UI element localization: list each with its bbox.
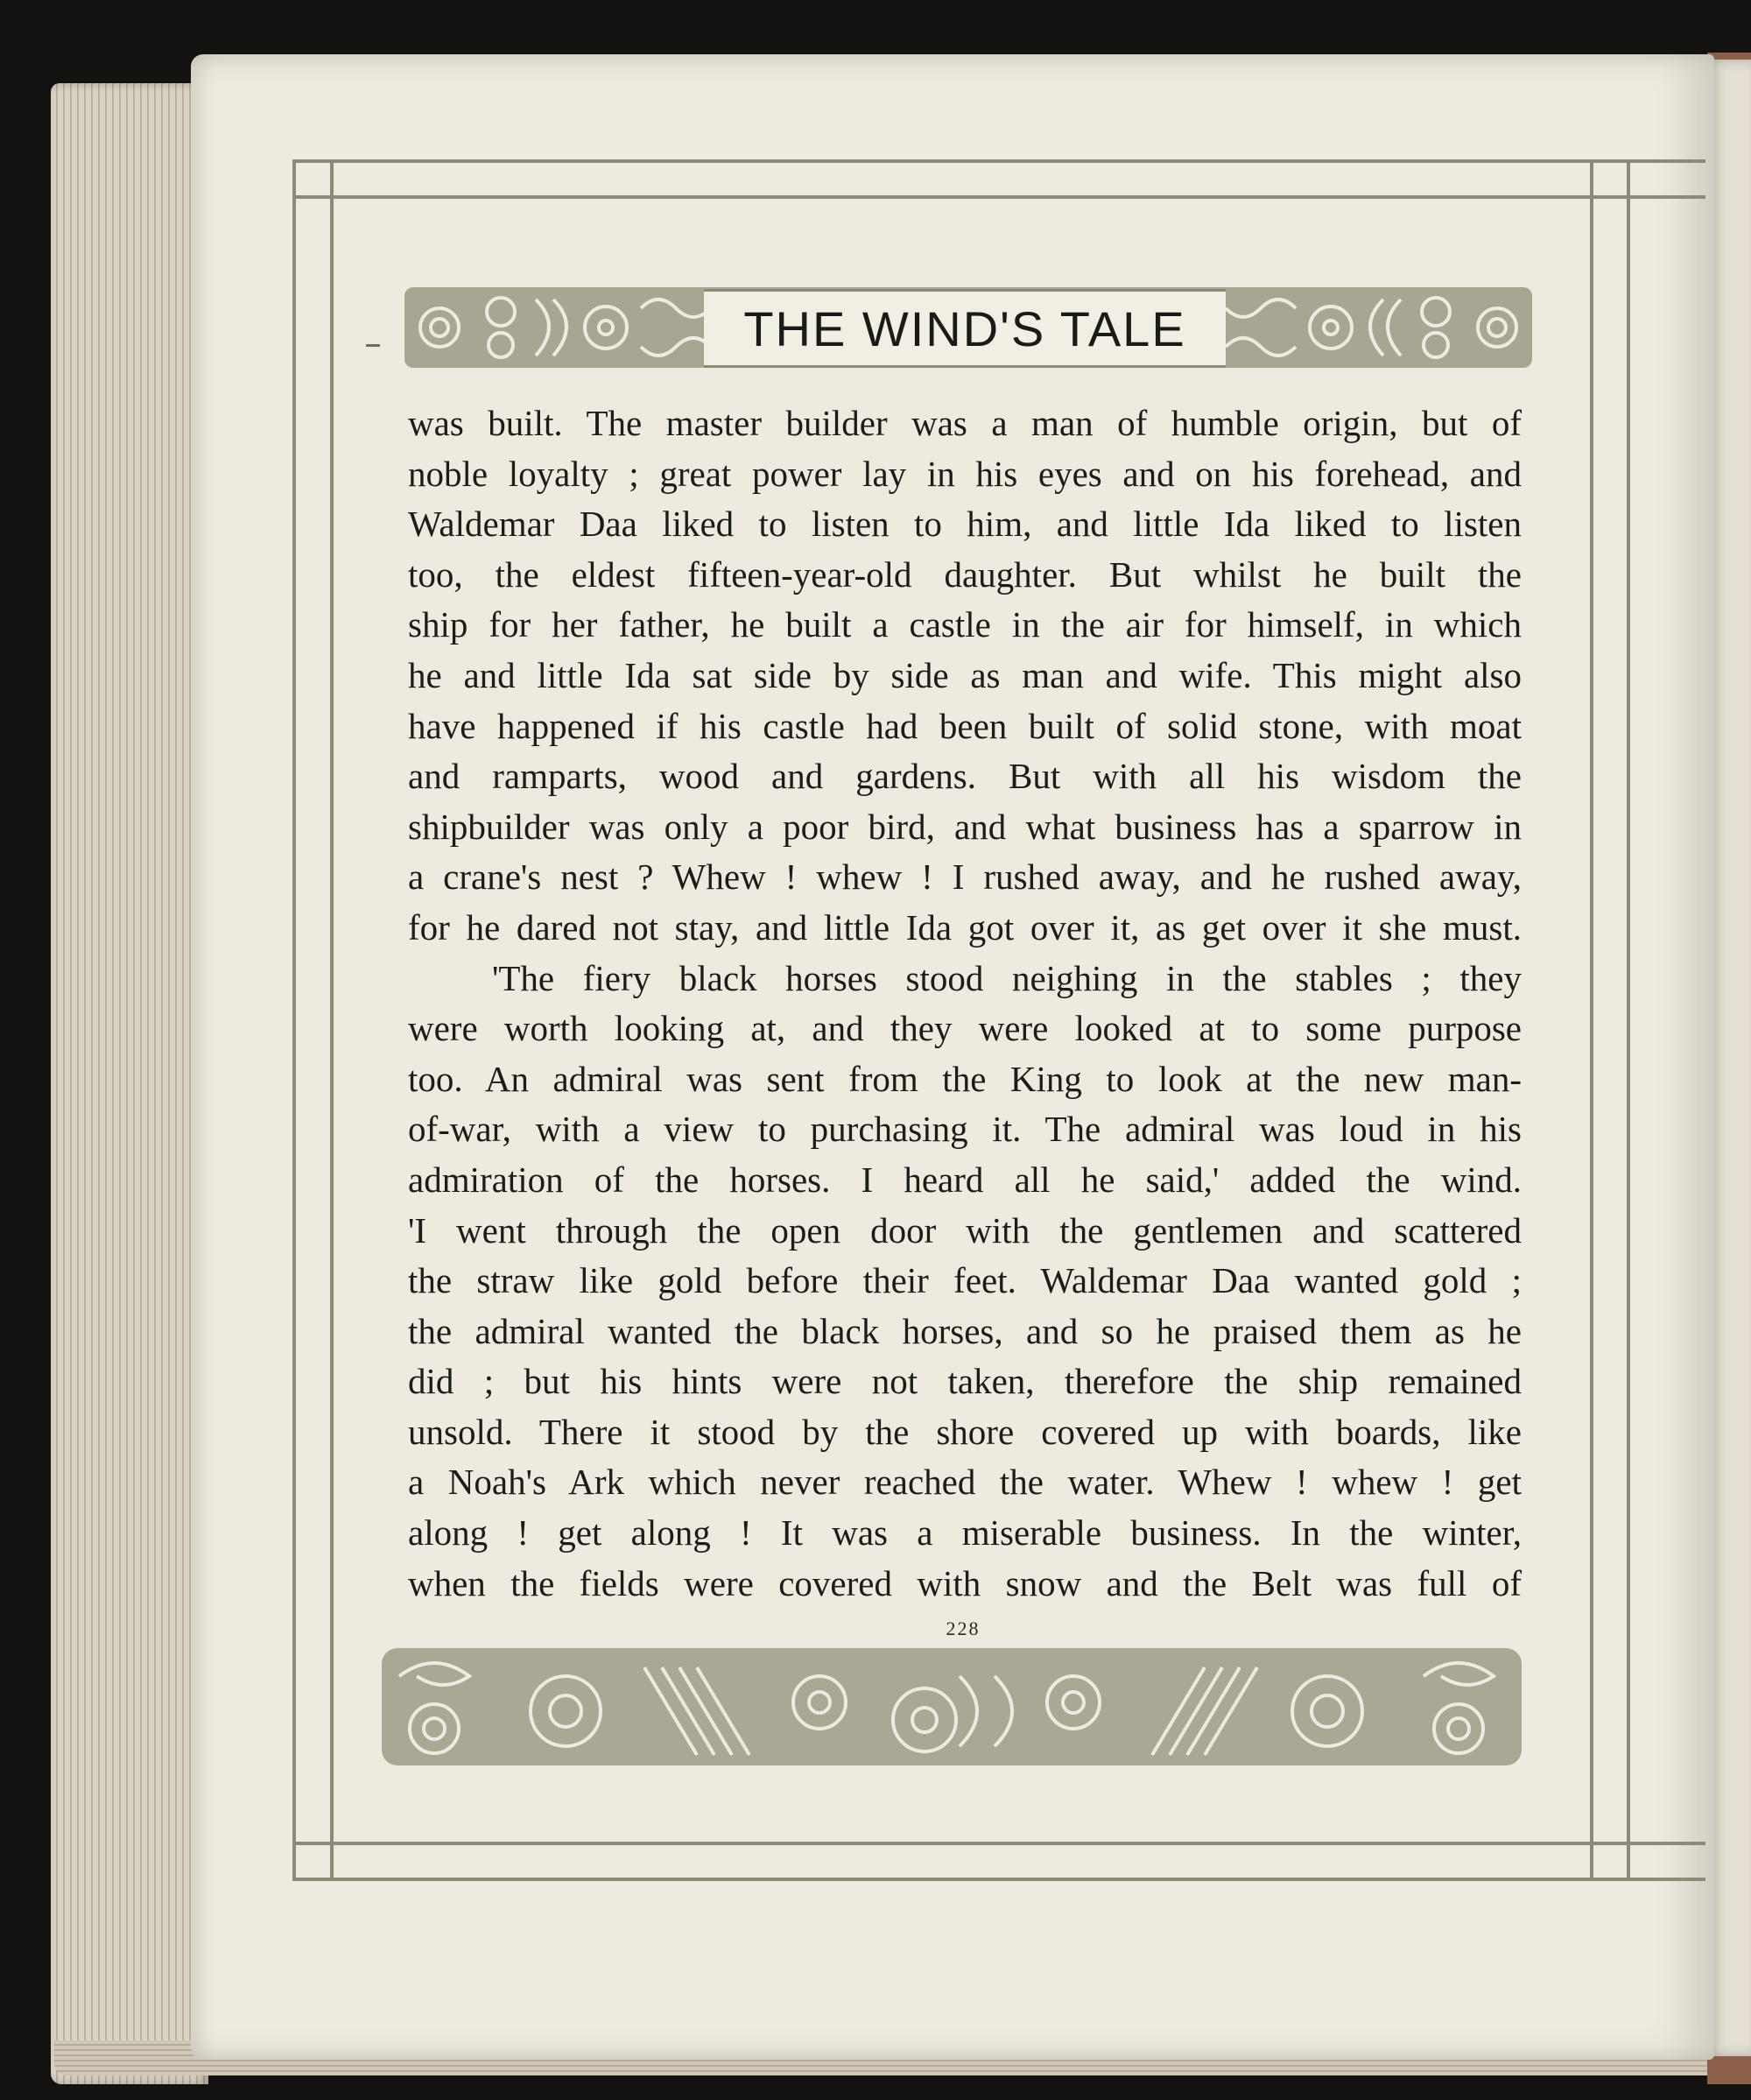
text-line: the straw like gold before their feet. Waldemar Daa wanted gold ; bbox=[408, 1260, 1522, 1301]
text-line: was built. The master builder was a man of humble origin, but of bbox=[408, 403, 1522, 443]
text-line: 'I went through the open door with the gentlemen and scattered bbox=[408, 1209, 1522, 1251]
running-head: THE WIND'S TALE bbox=[743, 300, 1186, 356]
headpiece-ornament bbox=[404, 282, 1532, 373]
text-line: and ramparts, wood and gardens. But with all his wisdom the bbox=[408, 756, 1522, 797]
text-line: Waldemar Daa liked to listen to him, and little Ida liked to listen bbox=[408, 504, 1522, 545]
text-line: too, the eldest fifteen-year-old daughter. But whilst he built the bbox=[408, 553, 1522, 595]
text-line: for he dared not stay, and little Ida got over it, as get over it she must. bbox=[408, 906, 1522, 948]
tailpiece-ornament bbox=[382, 1641, 1522, 1771]
text-line: a Noah's Ark which never reached the water. Whew ! whew ! get bbox=[408, 1462, 1522, 1503]
text-line: when the fields were covered with snow and the Belt was full of bbox=[408, 1562, 1522, 1603]
text-line: the admiral wanted the black horses, and so he praised them as he bbox=[408, 1310, 1522, 1351]
text-line: he and little Ida sat side by side as man and wife. This might also bbox=[408, 654, 1522, 695]
text-line: noble loyalty ; great power lay in his eyes and on his forehead, and bbox=[408, 453, 1522, 494]
text-line: along ! get along ! It was a miserable business. In the winter, bbox=[408, 1512, 1522, 1554]
page-stack-edges bbox=[51, 83, 208, 2084]
text-line: did ; but his hints were not taken, therefore the ship remained bbox=[408, 1361, 1522, 1402]
text-line: ship for her father, he built a castle in the air for himself, in which bbox=[408, 604, 1522, 645]
text-line: have happened if his castle had been built of solid stone, with moat bbox=[408, 705, 1522, 746]
text-line: a crane's nest ? Whew ! whew ! I rushed away, and he rushed away, bbox=[408, 856, 1522, 898]
text-line: of-war, with a view to purchasing it. The admiral was loud in his bbox=[408, 1109, 1522, 1150]
title-panel bbox=[704, 289, 1226, 368]
text-line: shipbuilder was only a poor bird, and what business has a sparrow in bbox=[408, 806, 1522, 847]
body-text bbox=[408, 398, 1522, 1609]
margin-tick-mark bbox=[366, 344, 380, 347]
text-line-paragraph-start: 'The fiery black horses stood neighing in the stables ; they bbox=[492, 957, 1522, 998]
text-line: too. An admiral was sent from the King to look at the new man- bbox=[408, 1058, 1522, 1099]
text-line: were worth looking at, and they were looked at to some purpose bbox=[408, 1008, 1522, 1049]
text-line: admiration of the horses. I heard all he said,' added the wind. bbox=[408, 1159, 1522, 1200]
page-number: 228 bbox=[946, 1617, 981, 1639]
text-line: unsold. There it stood by the shore covered up with boards, like bbox=[408, 1411, 1522, 1452]
tailpiece-foliage-ornament bbox=[382, 1641, 1522, 1771]
